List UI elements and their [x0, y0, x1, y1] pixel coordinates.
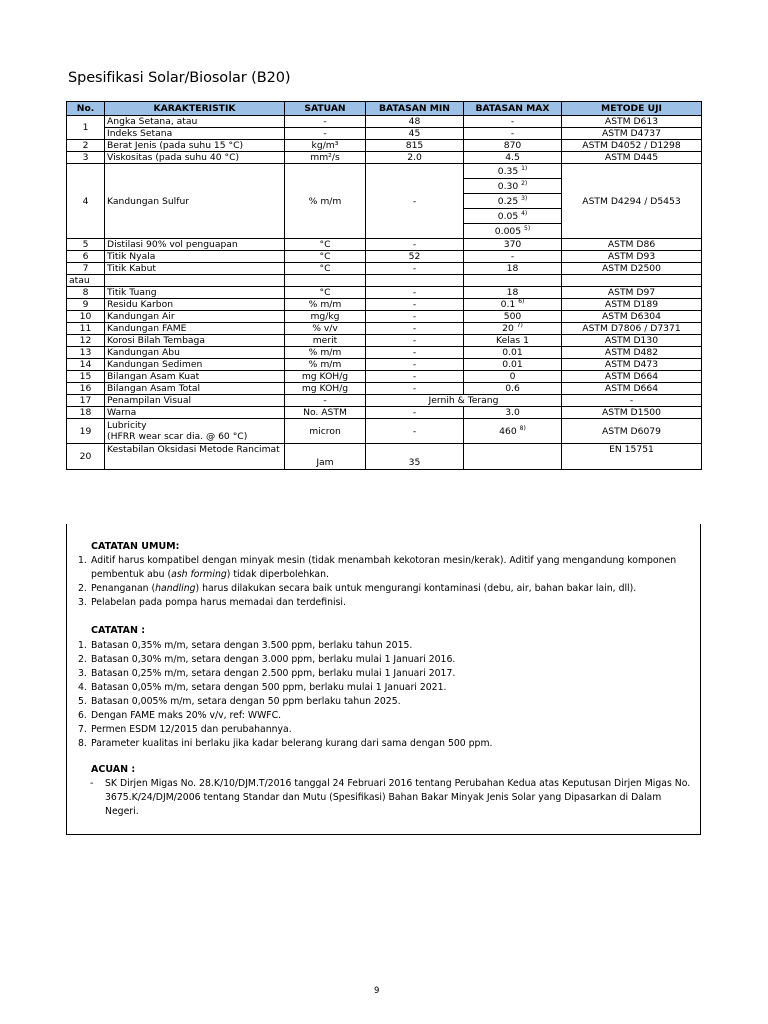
- cell-satuan: mg/kg: [285, 311, 366, 323]
- table-row: [67, 383, 702, 395]
- cell-max: Kelas 1: [464, 335, 562, 347]
- cell-min: -: [366, 299, 464, 311]
- cell-no: 13: [67, 347, 105, 359]
- footnote-ref: 4): [521, 209, 528, 217]
- cell-min: 35: [366, 444, 464, 470]
- cell-min: -: [366, 323, 464, 335]
- cell-metode: ASTM D6304: [562, 311, 702, 323]
- cell-no: 17: [67, 395, 105, 407]
- cell-satuan: merit: [285, 335, 366, 347]
- cell-no: 10: [67, 311, 105, 323]
- cell-karakteristik: Kandungan Sulfur: [105, 164, 285, 239]
- cell-max: 0: [464, 371, 562, 383]
- cell-min: [366, 275, 464, 287]
- reference-title: ACUAN :: [91, 764, 136, 775]
- list-number: 4.: [78, 682, 87, 693]
- list-item: [78, 681, 693, 695]
- footnote-ref: 1): [521, 164, 528, 172]
- cell-max: [464, 419, 562, 444]
- cell-karakteristik: Distilasi 90% vol penguapan: [105, 239, 285, 251]
- footnote-ref: 5): [524, 224, 531, 232]
- cell-metode: ASTM D664: [562, 371, 702, 383]
- cell-max: -: [464, 116, 562, 128]
- cell-min: -: [366, 239, 464, 251]
- cell-min: 2.0: [366, 152, 464, 164]
- cell-metode: ASTM D130: [562, 335, 702, 347]
- page-title: Spesifikasi Solar/Biosolar (B20): [68, 70, 291, 86]
- cell-metode: ASTM D93: [562, 251, 702, 263]
- cell-karakteristik: Kestabilan Oksidasi Metode Rancimat: [105, 444, 285, 470]
- list-item: [78, 723, 693, 737]
- cell-karakteristik: Titik Tuang: [105, 287, 285, 299]
- list-number: 1.: [78, 640, 87, 651]
- cell-karakteristik: Korosi Bilah Tembaga: [105, 335, 285, 347]
- char-line-2: (HFRR wear scar dia. @ 60 °C): [107, 431, 248, 442]
- note-text: Dengan FAME maks 20% v/v, ref: WWFC.: [91, 710, 282, 721]
- note-text-2: ) harus dilakukan secara baik untuk mengurangi kontaminasi (debu, air, bahan bakar lain, dll).: [195, 583, 637, 594]
- table-row: [67, 323, 702, 335]
- header-metode-uji: METODE UJI: [562, 102, 702, 116]
- cell-max: -: [464, 251, 562, 263]
- list-number: 5.: [78, 696, 87, 707]
- cell-max: 18: [464, 287, 562, 299]
- cell-max: 18: [464, 263, 562, 275]
- cell-min: -: [366, 419, 464, 444]
- cell-metode: ASTM D86: [562, 239, 702, 251]
- note-text: Batasan 0,25% m/m, setara dengan 2.500 ppm, berlaku mulai 1 Januari 2017.: [91, 668, 456, 679]
- cell-min: -: [366, 407, 464, 419]
- cell-satuan: % m/m: [285, 164, 366, 239]
- list-item: [78, 554, 693, 582]
- table-row: [67, 152, 702, 164]
- header-karakteristik: KARAKTERISTIK: [105, 102, 285, 116]
- cell-metode: ASTM D445: [562, 152, 702, 164]
- cell-max: [464, 299, 562, 311]
- cell-no: 20: [67, 444, 105, 470]
- cell-karakteristik: Berat Jenis (pada suhu 15 °C): [105, 140, 285, 152]
- cell-karakteristik: Residu Karbon: [105, 299, 285, 311]
- cell-max: [464, 275, 562, 287]
- list-number: 3.: [78, 597, 87, 608]
- cell-min: 48: [366, 116, 464, 128]
- cell-karakteristik: Warna: [105, 407, 285, 419]
- cell-metode: ASTM D613: [562, 116, 702, 128]
- cell-metode: ASTM D473: [562, 359, 702, 371]
- max-value: 20: [502, 323, 514, 334]
- cell-metode: ASTM D97: [562, 287, 702, 299]
- cell-satuan: °C: [285, 263, 366, 275]
- list-number: 2.: [78, 583, 87, 594]
- cell-max: [464, 224, 562, 239]
- cell-no: 1: [67, 116, 105, 140]
- cell-max: [464, 209, 562, 224]
- list-number: 7.: [78, 724, 87, 735]
- table-row: [67, 263, 702, 275]
- list-item: [78, 582, 693, 596]
- cell-no: 12: [67, 335, 105, 347]
- cell-metode: ASTM D4294 / D5453: [562, 164, 702, 239]
- cell-min: 45: [366, 128, 464, 140]
- table-row: [67, 287, 702, 299]
- footnote-ref: 8): [519, 424, 526, 432]
- cell-no: 11: [67, 323, 105, 335]
- cell-karakteristik: Bilangan Asam Total: [105, 383, 285, 395]
- note-text: Penanganan (: [91, 583, 156, 594]
- max-value: 0.35: [497, 165, 519, 177]
- cell-max: [464, 194, 562, 209]
- cell-satuan: kg/m³: [285, 140, 366, 152]
- cell-satuan: % m/m: [285, 347, 366, 359]
- table-row: [67, 251, 702, 263]
- cell-karakteristik: Angka Setana, atau: [105, 116, 285, 128]
- cell-satuan: -: [285, 128, 366, 140]
- cell-max: [464, 179, 562, 194]
- cell-max: 0.01: [464, 359, 562, 371]
- cell-satuan: mg KOH/g: [285, 371, 366, 383]
- cell-karakteristik: Kandungan Air: [105, 311, 285, 323]
- cell-max: 0.01: [464, 347, 562, 359]
- notes-title: CATATAN :: [91, 625, 146, 636]
- cell-satuan: -: [285, 116, 366, 128]
- list-item: [78, 653, 693, 667]
- footnote-ref: 3): [521, 194, 528, 202]
- table-row: [67, 395, 702, 407]
- cell-no: 8: [67, 287, 105, 299]
- char-line: Lubricity: [107, 420, 147, 431]
- note-italic: handling: [155, 583, 196, 594]
- cell-satuan: % m/m: [285, 299, 366, 311]
- footnote-ref: 2): [521, 179, 528, 187]
- cell-min: 52: [366, 251, 464, 263]
- list-item: [78, 737, 693, 751]
- cell-karakteristik: [105, 275, 285, 287]
- note-text: Batasan 0,005% m/m, setara dengan 50 ppm berlaku tahun 2025.: [91, 696, 401, 707]
- note-text: Aditif harus kompatibel dengan minyak mesin (tidak menambah kekotoran mesin/kerak). Aditif yang mengandung komponen pembentuk abu (: [91, 555, 677, 580]
- table-row: [67, 116, 702, 128]
- cell-satuan: [285, 275, 366, 287]
- max-value: 0.005: [494, 225, 522, 237]
- table-row: [67, 164, 702, 179]
- cell-karakteristik: Indeks Setana: [105, 128, 285, 140]
- table-row: [67, 140, 702, 152]
- cell-satuan: No. ASTM: [285, 407, 366, 419]
- cell-max: [464, 164, 562, 179]
- cell-karakteristik: Bilangan Asam Kuat: [105, 371, 285, 383]
- cell-metode: ASTM D4052 / D1298: [562, 140, 702, 152]
- cell-no: 14: [67, 359, 105, 371]
- header-batasan-min: BATASAN MIN: [366, 102, 464, 116]
- cell-satuan: mg KOH/g: [285, 383, 366, 395]
- cell-min: -: [366, 359, 464, 371]
- cell-no: 3: [67, 152, 105, 164]
- note-text: Batasan 0,30% m/m, setara dengan 3.000 ppm, berlaku mulai 1 Januari 2016.: [91, 654, 456, 665]
- cell-no: 7: [67, 263, 105, 275]
- list-bullet: -: [90, 778, 94, 789]
- cell-min: -: [366, 287, 464, 299]
- header-no: No.: [67, 102, 105, 116]
- cell-no: atau: [67, 275, 105, 287]
- cell-metode: ASTM D6079: [562, 419, 702, 444]
- note-text-2: ) tidak diperbolehkan.: [226, 568, 329, 580]
- list-item: [78, 596, 693, 610]
- cell-no: 4: [67, 164, 105, 239]
- cell-metode: ASTM D482: [562, 347, 702, 359]
- cell-max: 500: [464, 311, 562, 323]
- note-text: Batasan 0,05% m/m, setara dengan 500 ppm, berlaku mulai 1 Januari 2021.: [91, 682, 447, 693]
- table-row: [67, 444, 702, 470]
- header-satuan: SATUAN: [285, 102, 366, 116]
- cell-min: -: [366, 383, 464, 395]
- cell-karakteristik: Kandungan FAME: [105, 323, 285, 335]
- cell-satuan: % m/m: [285, 359, 366, 371]
- cell-min: -: [366, 311, 464, 323]
- cell-metode: ASTM D7806 / D7371: [562, 323, 702, 335]
- cell-no: 16: [67, 383, 105, 395]
- table-row: [67, 299, 702, 311]
- list-number: 2.: [78, 654, 87, 665]
- table-row: [67, 419, 702, 444]
- cell-metode: EN 15751: [562, 444, 702, 470]
- cell-min-max: Jernih & Terang: [366, 395, 562, 407]
- cell-karakteristik: Kandungan Sedimen: [105, 359, 285, 371]
- header-batasan-max: BATASAN MAX: [464, 102, 562, 116]
- cell-max: 870: [464, 140, 562, 152]
- cell-min: -: [366, 347, 464, 359]
- cell-max: 3.0: [464, 407, 562, 419]
- cell-metode: [562, 275, 702, 287]
- cell-max: 370: [464, 239, 562, 251]
- list-number: 6.: [78, 710, 87, 721]
- note-italic: ash forming: [171, 568, 227, 580]
- list-number: 1.: [78, 555, 87, 566]
- cell-metode: ASTM D664: [562, 383, 702, 395]
- footnote-ref: 6): [518, 298, 525, 305]
- note-text: Parameter kualitas ini berlaku jika kadar belerang kurang dari sama dengan 500 ppm.: [91, 738, 493, 749]
- table-row: [67, 407, 702, 419]
- cell-min: -: [366, 371, 464, 383]
- cell-max: 4.5: [464, 152, 562, 164]
- cell-karakteristik: Viskositas (pada suhu 40 °C): [105, 152, 285, 164]
- cell-metode: -: [562, 395, 702, 407]
- max-value: 0.05: [497, 210, 519, 222]
- cell-max: 0.6: [464, 383, 562, 395]
- cell-karakteristik: Kandungan Abu: [105, 347, 285, 359]
- cell-karakteristik: Titik Nyala: [105, 251, 285, 263]
- cell-metode: ASTM D2500: [562, 263, 702, 275]
- max-value: 0.30: [497, 180, 519, 192]
- spec-table: [66, 101, 702, 470]
- note-text: Permen ESDM 12/2015 dan perubahannya.: [91, 724, 292, 735]
- note-text: Batasan 0,35% m/m, setara dengan 3.500 ppm, berlaku tahun 2015.: [91, 640, 413, 651]
- list-item: [78, 777, 693, 818]
- list-item: [78, 695, 693, 709]
- table-row: [67, 359, 702, 371]
- cell-min: 815: [366, 140, 464, 152]
- cell-max: [464, 323, 562, 335]
- list-number: 8.: [78, 738, 87, 749]
- cell-max: [464, 444, 562, 470]
- note-text: Pelabelan pada pompa harus memadai dan terdefinisi.: [91, 597, 346, 608]
- cell-no: 18: [67, 407, 105, 419]
- page-number: 9: [374, 986, 380, 996]
- cell-min: -: [366, 164, 464, 239]
- cell-satuan: % v/v: [285, 323, 366, 335]
- cell-no: 9: [67, 299, 105, 311]
- cell-min: -: [366, 335, 464, 347]
- cell-min: -: [366, 263, 464, 275]
- table-row: [67, 239, 702, 251]
- table-row: [67, 347, 702, 359]
- cell-no: 2: [67, 140, 105, 152]
- table-row: [67, 371, 702, 383]
- table-header-row: [67, 102, 702, 116]
- cell-no: 6: [67, 251, 105, 263]
- cell-metode: ASTM D1500: [562, 407, 702, 419]
- general-notes-title: CATATAN UMUM:: [91, 541, 180, 552]
- list-number: 3.: [78, 668, 87, 679]
- cell-no: 15: [67, 371, 105, 383]
- list-item: [78, 639, 693, 653]
- cell-karakteristik: Penampilan Visual: [105, 395, 285, 407]
- cell-satuan: °C: [285, 239, 366, 251]
- cell-no: 5: [67, 239, 105, 251]
- cell-satuan: mm²/s: [285, 152, 366, 164]
- cell-satuan: °C: [285, 251, 366, 263]
- footnote-ref: 7): [516, 322, 523, 329]
- table-row: [67, 275, 702, 287]
- cell-karakteristik: Titik Kabut: [105, 263, 285, 275]
- table-row: [67, 311, 702, 323]
- table-row: [67, 335, 702, 347]
- cell-satuan: micron: [285, 419, 366, 444]
- cell-max: -: [464, 128, 562, 140]
- note-text: SK Dirjen Migas No. 28.K/10/DJM.T/2016 tanggal 24 Februari 2016 tentang Perubahan Kedua atas Keputusan Dirjen Migas No. 3675.K/24/DJM/2006 tentang Standar dan Mutu (Spesifikasi) Bahan Bakar Minyak Jenis Solar yang Dipasarkan di Dalam Negeri.: [105, 778, 691, 817]
- list-item: [78, 709, 693, 723]
- cell-satuan: -: [285, 395, 366, 407]
- max-value: 0.25: [497, 195, 519, 207]
- cell-metode: ASTM D189: [562, 299, 702, 311]
- notes-box: [66, 524, 701, 835]
- list-item: [78, 667, 693, 681]
- cell-no: 19: [67, 419, 105, 444]
- cell-metode: ASTM D4737: [562, 128, 702, 140]
- table-row: [67, 128, 702, 140]
- cell-karakteristik: [105, 419, 285, 444]
- max-value: 460: [499, 425, 517, 437]
- max-value: 0.1: [500, 299, 516, 310]
- cell-satuan: Jam: [285, 444, 366, 470]
- cell-satuan: °C: [285, 287, 366, 299]
